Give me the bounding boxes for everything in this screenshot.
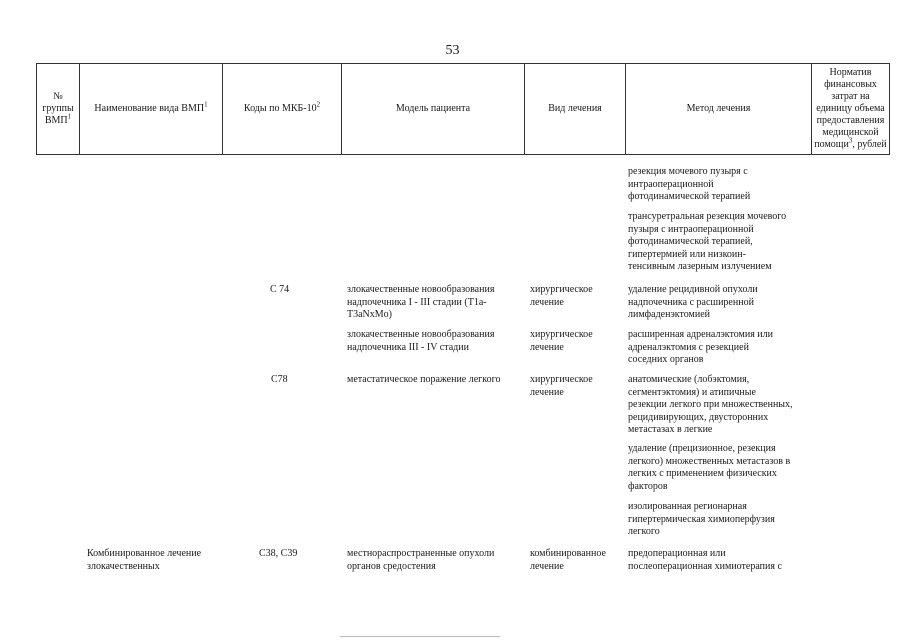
header-model-col: [341, 64, 524, 154]
footnote-ref: 1: [204, 100, 208, 109]
method-cell: анатомические (лобэктомия, сегментэктомия) и атипичные резекции легкого при множественных, рецидивирующих, двусторонних метастазах в легкие: [628, 374, 793, 436]
header-model-label: Модель пациента: [395, 103, 471, 114]
header-group-col: [37, 64, 79, 154]
header-codes-col: [222, 64, 341, 154]
codes-cell: C 74: [270, 284, 290, 295]
treatment-cell: хирургическое лечение: [530, 284, 593, 308]
header-codes-label: Коды по МКБ-10: [243, 103, 317, 114]
model-cell: злокачественные новообразования надпочечника I - III стадии (T1a-T3aNxMo): [347, 284, 495, 321]
footnote-ref: 2: [316, 100, 321, 109]
model-cell: злокачественные новообразования надпочечника III - IV стадии: [347, 329, 495, 353]
page-number: 53: [445, 43, 460, 58]
footnote-ref: 3: [848, 136, 853, 145]
model-cell: метастатическое поражение легкого: [347, 374, 501, 385]
header-group-label: № группы ВМП: [42, 91, 74, 126]
method-cell: предоперационная или послеоперационная химиотерапия с: [628, 548, 782, 572]
page-edge-line: [340, 636, 500, 637]
treatment-cell: хирургическое лечение: [530, 329, 593, 353]
codes-cell: C78: [271, 374, 288, 385]
method-cell: удаление рецидивной опухоли надпочечника с расширенной лимфаденэктомией: [628, 284, 758, 321]
model-cell: местнораспространенные опухоли органов средостения: [347, 548, 495, 572]
header-name-col: [79, 64, 222, 154]
header-norm-col: [811, 64, 889, 154]
method-cell: расширенная адреналэктомия или адреналэктомия с резекцией соседних органов: [628, 329, 773, 366]
header-treatment-label: Вид лечения: [548, 103, 602, 114]
header-treatment-col: [524, 64, 625, 154]
codes-cell: C38, C39: [259, 548, 298, 559]
header-method-label: Метод лечения: [686, 103, 751, 114]
header-method-col: [625, 64, 811, 154]
method-cell: удаление (прецизионное, резекция легкого) множественных метастазов в легких с применением физических факторов: [628, 443, 791, 492]
header-norm-label: Норматив финансовых затрат на единицу объема предоставления медицинской помощи: [814, 67, 885, 150]
table-header: [36, 63, 890, 155]
method-cell: резекция мочевого пузыря с интраоперационной фотодинамической терапией: [628, 166, 751, 203]
name-cell: Комбинированное лечение злокачественных: [87, 548, 202, 572]
method-cell: изолированная регионарная гипертермическая химиоперфузия легкого: [628, 501, 775, 538]
header-norm-tail: , рублей: [852, 139, 887, 150]
method-cell: трансуретральная резекция мочевого пузыря с интраоперационной фотодинамической терапией, гипертермией или низкоин-тенсивным лазерным излучением: [628, 211, 787, 273]
footnote-ref: 1: [67, 112, 72, 121]
header-name-label: Наименование вида ВМП: [94, 103, 205, 114]
treatment-cell: комбинированное лечение: [530, 548, 606, 572]
treatment-cell: хирургическое лечение: [530, 374, 593, 398]
